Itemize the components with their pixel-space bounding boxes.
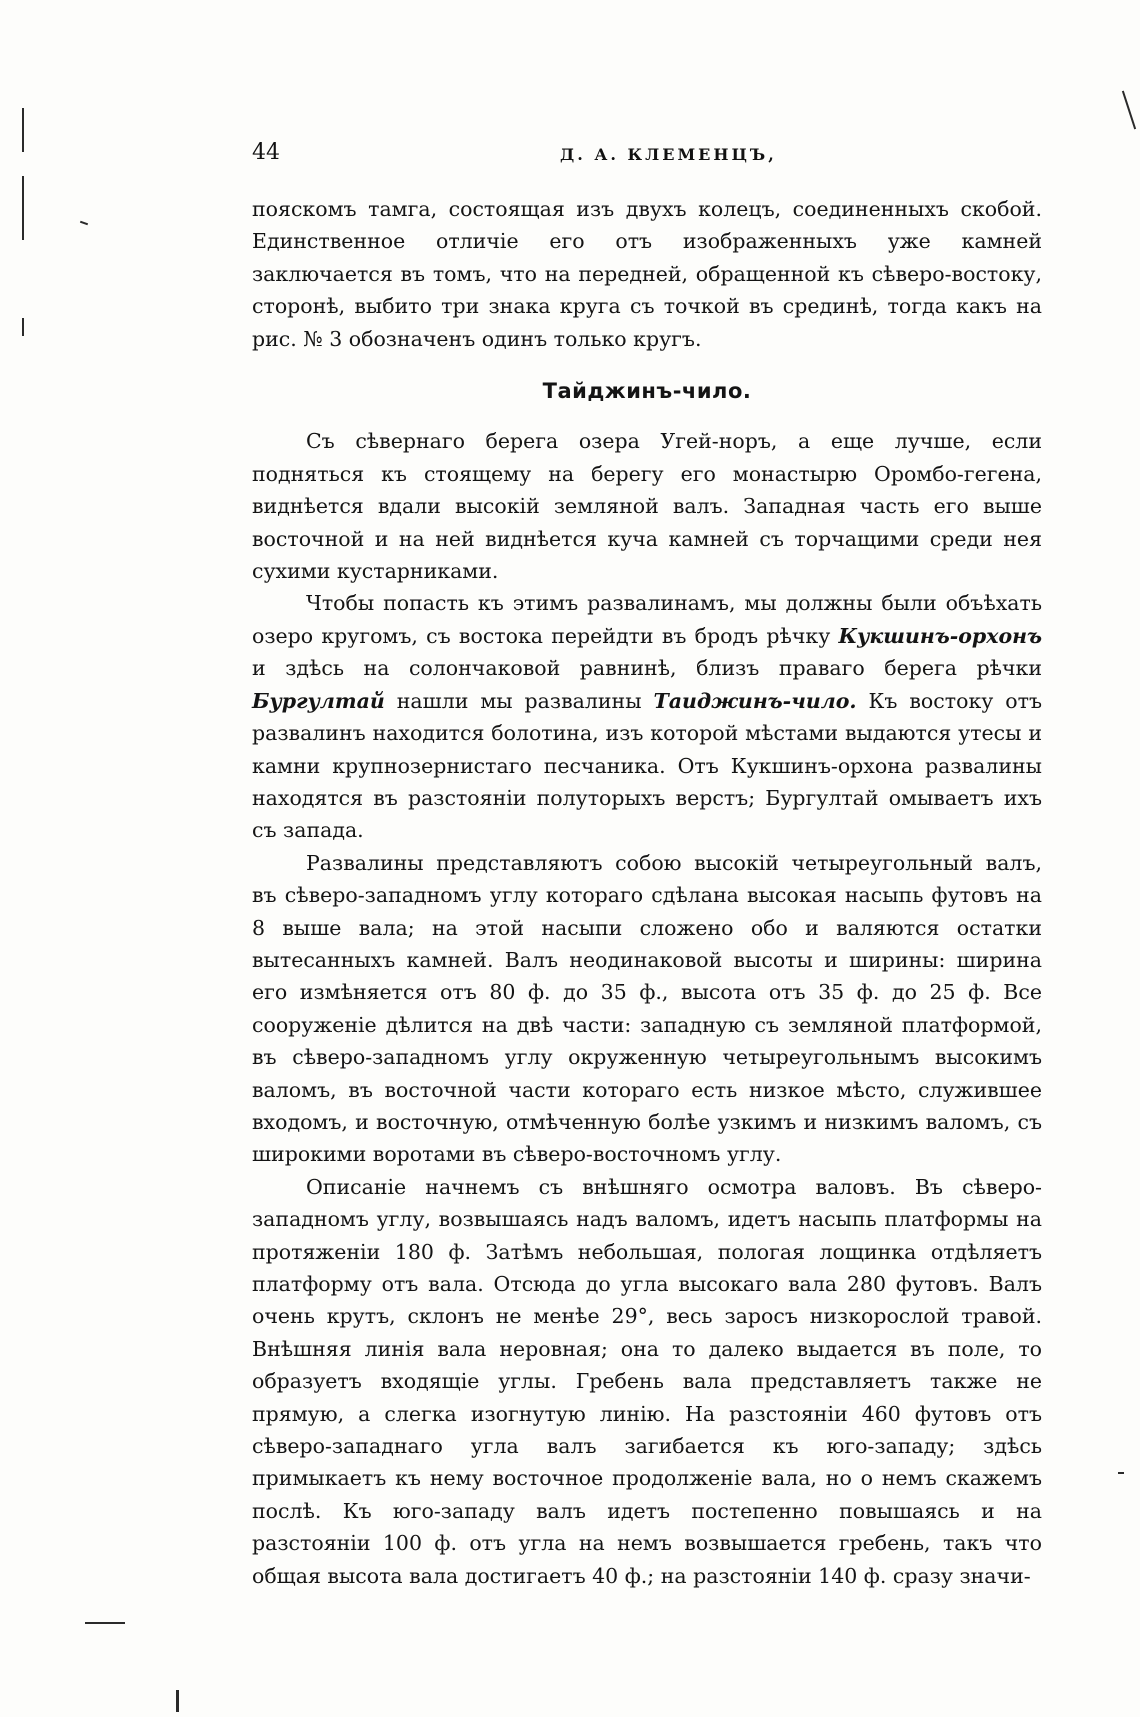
paragraph [252, 587, 1042, 846]
paragraph: Развалины представляютъ собою высокій четыреугольный валъ, въ сѣверо-западномъ углу котораго сдѣлана высокая насыпь футовъ на 8 выше вала; на этой насыпи сложено обо и валяются остатки вытесанныхъ камней. Валъ неодинаковой высоты и ширины: ширина его измѣняется отъ 80 ф. до 35 ф., высота отъ 35 ф. до 25 ф. Все сооруженіе дѣлится на двѣ части: западную съ земляной платформой, въ сѣверо-западномъ углу окруженную четыреугольнымъ высокимъ валомъ, въ восточной части котораго есть низкое мѣсто, служившее входомъ, и восточную, отмѣченную болѣе узкимъ и низкимъ валомъ, съ широкими воротами въ сѣверо-восточномъ углу. [252, 850, 1042, 1167]
running-head: Д. А. КЛЕМЕНЦЪ, [560, 145, 777, 164]
scan-edge-mark [1118, 1472, 1124, 1474]
scan-edge-mark [80, 221, 88, 226]
section-title: Тайджинъ-чило. [542, 379, 752, 404]
text-run: и здѣсь на солончаковой равнинѣ, близъ праваго берега рѣчки [252, 656, 1042, 681]
scan-edge-mark [22, 318, 24, 336]
page-number: 44 [252, 140, 280, 165]
paragraph: Съ сѣвернаго берега озера Угей-норъ, а еще лучше, если подняться къ стоящему на берегу его монастырю Оромбо-гегена, виднѣется вдали высокій земляной валъ. Западная часть его выше восточной и на ней виднѣется куча камней съ торчащими среди нея сухими кустарниками. [252, 429, 1042, 584]
italic-place-name: Бургултай [252, 688, 385, 713]
scan-edge-mark [22, 176, 24, 240]
text-run: нашли мы развалины [384, 688, 654, 713]
text-run: Къ востоку отъ развалинъ находится болотина, изъ которой мѣстами выдаются утесы и камни крупнозернистаго песчаника. Отъ Кукшинъ-орхона развалины находятся въ разстояніи полуторыхъ верстъ; Бургултай омываетъ ихъ съ запада. [252, 688, 1042, 843]
text-run: Чтобы попасть къ этимъ развалинамъ, мы должны были объѣхать озеро кругомъ, съ востока перейдти въ бродъ рѣчку [252, 591, 1042, 648]
scan-edge-mark [1122, 91, 1136, 130]
italic-place-name: Таиджинъ-чило. [653, 688, 857, 713]
scan-edge-mark [22, 108, 24, 152]
italic-place-name: Кукшинъ-орхонъ [838, 623, 1042, 648]
paragraph: Описаніе начнемъ съ внѣшняго осмотра валовъ. Въ сѣверо-западномъ углу, возвышаясь надъ валомъ, идетъ насыпь платформы на протяженіи 180 ф. Затѣмъ небольшая, пологая лощинка отдѣляетъ платформу отъ вала. Отсюда до угла высокаго вала 280 футовъ. Валъ очень крутъ, склонъ не менѣе 29°, весь заросъ низкорослой травой. Внѣшняя линія вала неровная; она то далеко выдается въ поле, то образуетъ входящіе углы. Гребень вала представляетъ также не прямую, а слегка изогнутую линію. На разстояніи 460 футовъ отъ сѣверо-западнаго угла валъ загибается къ юго-западу; здѣсь примыкаетъ къ нему восточное продолженіе вала, но о немъ скажемъ послѣ. Къ юго-западу валъ идетъ постепенно повышаясь и на разстояніи 100 ф. отъ угла на немъ возвышается гребень, такъ что общая высота вала достигаетъ 40 ф.; на разстояніи 140 ф. сразу значи- [252, 1174, 1042, 1588]
scan-edge-mark [176, 1690, 179, 1712]
paragraph-continuation: пояскомъ тамга, состоящая изъ двухъ колецъ, соединенныхъ скобой. Единственное отличіе его отъ изображенныхъ уже камней заключается въ томъ, что на передней, обращенной къ сѣверо-востоку, сторонѣ, выбито три знака круга съ точкой въ срединѣ, тогда какъ на рис. № 3 обозначенъ одинъ только кругъ. [252, 197, 1042, 351]
body-text [252, 193, 1042, 1592]
scan-edge-mark [85, 1622, 125, 1624]
